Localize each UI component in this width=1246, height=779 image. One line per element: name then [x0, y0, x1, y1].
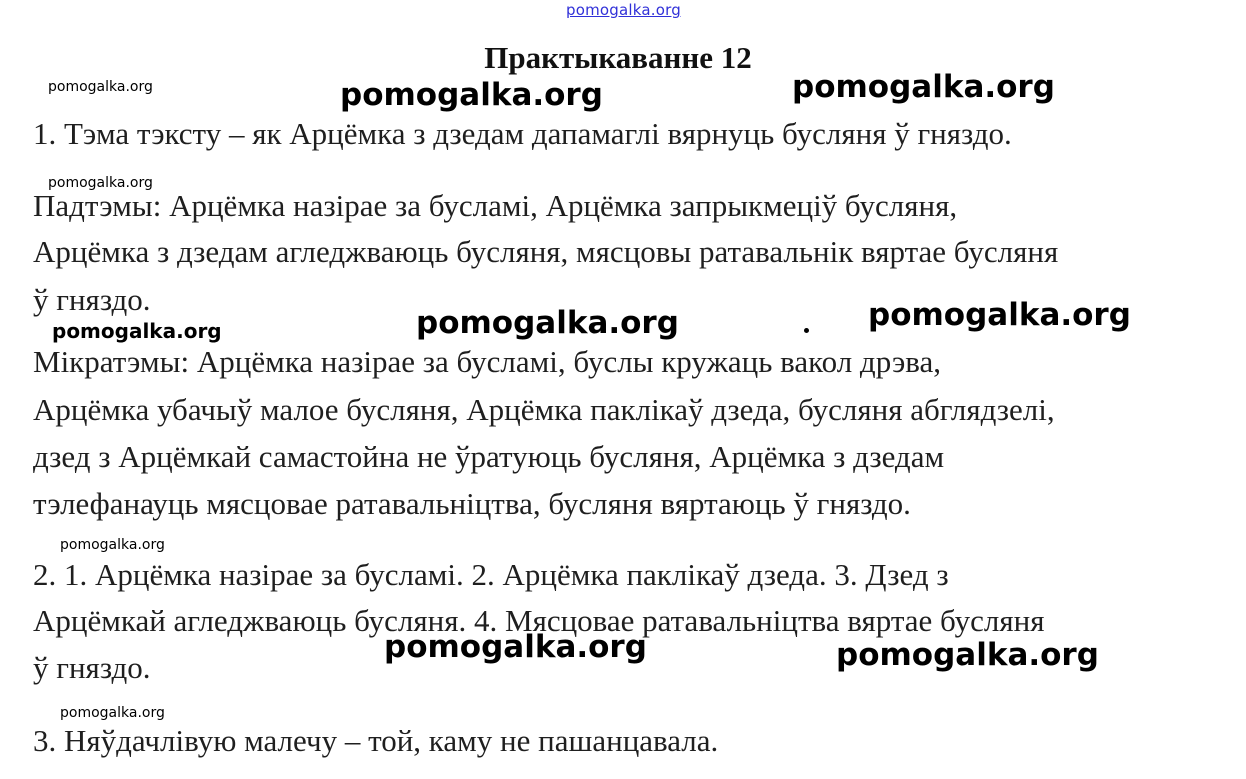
text-line: 1. Тэма тэксту – як Арцёмка з дзедам дапамаглі вярнуць бусляня ў гняздо. — [33, 116, 1012, 151]
watermark: pomogalka.org — [384, 629, 647, 665]
watermark: pomogalka.org — [52, 319, 222, 343]
text-line: тэлефанауць мясцовае ратавальніцтва, бусляня вяртаюць ў гняздо. — [33, 486, 911, 521]
watermark: pomogalka.org — [48, 175, 153, 191]
watermark-dot — [804, 328, 809, 333]
text-line: дзед з Арцёмкай самастойна не ўратуюць бусляня, Арцёмка з дзедам — [33, 439, 945, 474]
text-line: Мікратэмы: Арцёмка назірае за бусламі, буслы кружаць вакол дрэва, — [33, 344, 942, 379]
watermark: pomogalka.org — [416, 305, 679, 341]
watermark: pomogalka.org — [340, 77, 603, 113]
watermark: pomogalka.org — [48, 79, 153, 95]
text-line: 2. 1. Арцёмка назірае за бусламі. 2. Арцёмка паклікаў дзеда. 3. Дзед з — [33, 557, 949, 592]
text-line: Падтэмы: Арцёмка назірае за бусламі, Арцёмка запрыкмеціў бусляня, — [33, 188, 958, 223]
watermark: pomogalka.org — [792, 69, 1055, 105]
watermark: pomogalka.org — [60, 705, 165, 721]
watermark: pomogalka.org — [836, 637, 1099, 673]
watermark: pomogalka.org — [60, 537, 165, 553]
text-line: Арцёмкай агледжваюць бусляня. 4. Мясцовае ратавальніцтва вяртае бусляня — [33, 603, 1045, 638]
watermark: pomogalka.org — [868, 297, 1131, 333]
text-line: Арцёмка з дзедам агледжваюць бусляня, мясцовы ратавальнік вяртае бусляня — [33, 234, 1059, 269]
text-line: ў гняздо. — [33, 650, 151, 685]
page-title-text: Практыкаванне 12 — [484, 40, 752, 75]
site-link[interactable]: pomogalka.org — [566, 1, 681, 19]
text-line: Арцёмка убачыў малое бусляня, Арцёмка паклікаў дзеда, бусляня абглядзелі, — [33, 392, 1055, 427]
text-line: ў гняздо. — [33, 282, 151, 317]
page-title — [0, 40, 1246, 76]
text-line: 3. Няўдачлівую малечу – той, каму не пашанцавала. — [33, 723, 719, 758]
